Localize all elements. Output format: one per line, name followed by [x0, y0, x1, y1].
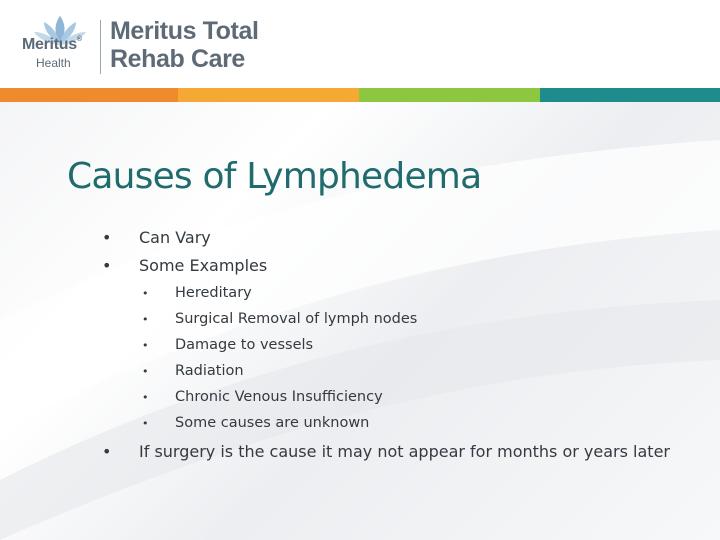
color-bar-segment-teal [540, 88, 720, 102]
logo-divider [100, 20, 101, 74]
bullet-dot: • [102, 228, 112, 247]
bullet-dot: • [142, 365, 149, 378]
brand-title-line2: Rehab Care [110, 45, 245, 73]
color-bar-segment-green [359, 88, 540, 102]
bullet-text: If surgery is the cause it may not appear for months or years later [139, 442, 670, 461]
color-bar [0, 88, 720, 102]
bullet-text: Can Vary [139, 228, 211, 247]
logo-subtext: Health [36, 56, 71, 70]
sub-bullet-text: Chronic Venous Insufficiency [175, 389, 383, 405]
bullet-dot: • [142, 391, 149, 404]
bullet-dot: • [142, 339, 149, 352]
brand-title-line1: Meritus Total [110, 17, 259, 45]
slide-title: Causes of Lymphedema [67, 156, 482, 197]
sub-bullet-text: Surgical Removal of lymph nodes [175, 311, 418, 327]
header [0, 0, 720, 88]
bullet-dot: • [102, 442, 112, 461]
bullet-dot: • [142, 287, 149, 300]
sub-bullet-text: Hereditary [175, 285, 252, 301]
sub-bullet-text: Radiation [175, 363, 244, 379]
bullet-dot: • [142, 313, 149, 326]
logo-wordmark: Meritus® [22, 36, 82, 53]
color-bar-segment-orange [0, 88, 178, 102]
color-bar-segment-amber [178, 88, 359, 102]
bullet-dot: • [142, 417, 149, 430]
bullet-dot: • [102, 256, 112, 275]
sub-bullet-text: Damage to vessels [175, 337, 314, 353]
sub-bullet-text: Some causes are unknown [175, 415, 370, 431]
bullet-text: Some Examples [139, 256, 268, 275]
